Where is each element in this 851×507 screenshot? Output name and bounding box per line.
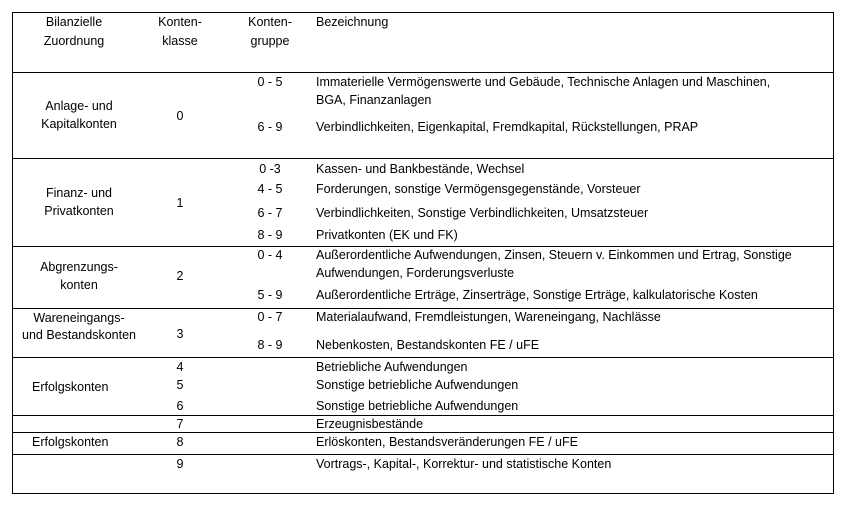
header-bezeichnung: Bezeichnung — [316, 15, 389, 29]
bezeichnung: Vortrags-, Kapital-, Korrektur- und statistische Konten — [316, 457, 612, 471]
kontenklasse: 1 — [176, 196, 184, 210]
kontengruppe: 6 - 9 — [257, 120, 283, 134]
kontenklasse: 7 — [176, 417, 184, 431]
bezeichnung: Nebenkosten, Bestandskonten FE / uFE — [316, 338, 540, 352]
row-divider — [12, 72, 834, 73]
kontenklasse: 3 — [176, 327, 184, 341]
header-zuordnung-line1: Bilanzielle — [45, 15, 103, 29]
bezeichnung: Sonstige betriebliche Aufwendungen — [316, 378, 519, 392]
bezeichnung: Erzeugnisbestände — [316, 417, 424, 431]
kontengruppe: 0 - 5 — [257, 75, 283, 89]
header-klasse-line1: Konten- — [158, 15, 202, 29]
kontengruppe: 0 - 4 — [257, 248, 283, 262]
bezeichnung: Betriebliche Aufwendungen — [316, 360, 468, 374]
kontengruppe: 4 - 5 — [257, 182, 283, 196]
bezeichnung: Verbindlichkeiten, Eigenkapital, Fremdkapital, Rückstellungen, PRAP — [316, 120, 699, 134]
kontenklasse: 0 — [176, 109, 184, 123]
bezeichnung-line1: Immaterielle Vermögenswerte und Gebäude, Technische Anlagen und Maschinen, — [316, 75, 771, 89]
zuordnung-line1: Wareneingangs- — [33, 311, 125, 325]
bezeichnung: Erlöskonten, Bestandsveränderungen FE / uFE — [316, 435, 578, 449]
zuordnung-line1: Abgrenzungs- — [40, 260, 118, 274]
bezeichnung: Außerordentliche Erträge, Zinserträge, Sonstige Erträge, kalkulatorische Kosten — [316, 288, 758, 302]
table-top-border — [12, 12, 834, 13]
header-zuordnung-line2: Zuordnung — [43, 34, 105, 48]
kontengruppe: 8 - 9 — [257, 228, 283, 242]
kontengruppe: 8 - 9 — [257, 338, 283, 352]
bezeichnung: Sonstige betriebliche Aufwendungen — [316, 399, 519, 413]
row-divider — [12, 357, 834, 358]
kontenklasse: 6 — [176, 399, 184, 413]
bezeichnung-line1: Außerordentliche Aufwendungen, Zinsen, Steuern v. Einkommen und Ertrag, Sonstige — [316, 248, 792, 262]
zuordnung: Erfolgskonten — [32, 435, 109, 449]
kontengruppe: 0 - 7 — [257, 310, 283, 324]
table-left-border — [12, 12, 13, 494]
table-right-border — [833, 12, 834, 494]
zuordnung-line1: Anlage- und — [45, 99, 113, 113]
zuordnung-line1: Finanz- und — [45, 186, 112, 200]
row-divider — [12, 454, 834, 455]
zuordnung-line2: Kapitalkonten — [41, 117, 117, 131]
kontengruppe: 6 - 7 — [257, 206, 283, 220]
bezeichnung-line2: Aufwendungen, Forderungsverluste — [316, 266, 515, 280]
kontenklasse: 2 — [176, 269, 184, 283]
kontenklasse: 5 — [176, 378, 184, 392]
row-divider — [12, 432, 834, 433]
zuordnung: Erfolgskonten — [32, 380, 109, 394]
zuordnung-line2: Privatkonten — [44, 204, 114, 218]
bezeichnung: Materialaufwand, Fremdleistungen, Wareneingang, Nachlässe — [316, 310, 661, 324]
row-divider — [12, 158, 834, 159]
kontengruppe: 5 - 9 — [257, 288, 283, 302]
bezeichnung: Forderungen, sonstige Vermögensgegenstände, Vorsteuer — [316, 182, 641, 196]
zuordnung-line2: konten — [60, 278, 98, 292]
header-klasse-line2: klasse — [162, 34, 198, 48]
bezeichnung: Verbindlichkeiten, Sonstige Verbindlichkeiten, Umsatzsteuer — [316, 206, 649, 220]
bezeichnung-line2: BGA, Finanzanlagen — [316, 93, 432, 107]
header-gruppe-line1: Konten- — [248, 15, 292, 29]
kontenklasse: 8 — [176, 435, 184, 449]
zuordnung-line2: und Bestandskonten — [22, 328, 136, 342]
kontengruppe: 0 -3 — [259, 162, 281, 176]
bezeichnung: Kassen- und Bankbestände, Wechsel — [316, 162, 525, 176]
table-bottom-border — [12, 493, 834, 494]
kontenklasse: 9 — [176, 457, 184, 471]
bezeichnung: Privatkonten (EK und FK) — [316, 228, 458, 242]
header-gruppe-line2: gruppe — [250, 34, 290, 48]
kontenklasse: 4 — [176, 360, 184, 374]
